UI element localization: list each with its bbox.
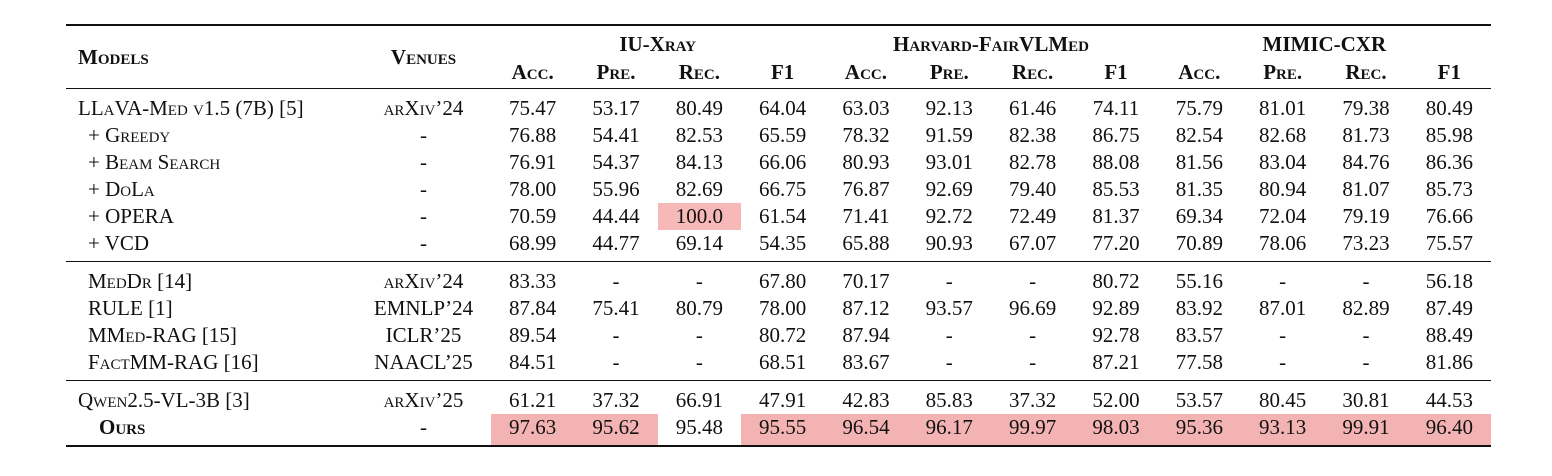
value-cell: 82.54 [1175, 123, 1223, 147]
value-cell: - [695, 323, 703, 347]
value-cell: 61.21 [491, 381, 574, 415]
table-row [66, 295, 1491, 322]
value-cell: 75.79 [1175, 96, 1223, 120]
value-cell: - [574, 262, 657, 296]
table-row [66, 89, 1491, 123]
value-cell: 78.06 [1259, 231, 1307, 255]
value-cell: 76.91 [509, 150, 557, 174]
venue-cell: - [420, 204, 427, 228]
model-name-cell: + DoLa [88, 177, 155, 201]
value-cell: 80.79 [675, 296, 723, 320]
value-cell: 71.41 [842, 204, 890, 228]
value-cell: 92.72 [925, 204, 973, 228]
value-cell: 84.13 [675, 150, 723, 174]
value-cell: - [1029, 350, 1037, 374]
header-group-iu-xray: IU-Xray [491, 25, 824, 56]
venue-cell: ICLR’25 [385, 323, 462, 347]
value-cell: 88.08 [1092, 150, 1140, 174]
table-body [66, 89, 1491, 447]
value-cell: 81.73 [1342, 123, 1390, 147]
value-cell: 72.49 [1009, 204, 1057, 228]
table-row [66, 262, 1491, 296]
header-metric: F1 [1408, 56, 1491, 89]
value-cell: - [1279, 323, 1287, 347]
value-cell: 95.48 [658, 414, 741, 446]
header-models: Models [66, 25, 356, 89]
value-cell: 81.01 [1259, 96, 1307, 120]
value-cell: 81.35 [1175, 177, 1223, 201]
value-cell: 80.93 [842, 150, 890, 174]
table-row [66, 230, 1491, 262]
value-cell: 83.67 [842, 350, 890, 374]
value-cell: 93.01 [925, 150, 973, 174]
value-cell: 55.96 [592, 177, 640, 201]
model-name-cell: Qwen2.5-VL-3B [3] [66, 381, 356, 415]
value-cell: - [658, 262, 741, 296]
value-cell: 93.13 [1241, 414, 1324, 446]
value-cell: 99.97 [991, 414, 1074, 446]
venue-cell: arXiv’25 [356, 381, 491, 415]
value-cell: - [1324, 262, 1407, 296]
header-metric: Pre. [1241, 56, 1324, 89]
value-cell: 98.03 [1074, 414, 1157, 446]
value-cell: 77.58 [1175, 350, 1223, 374]
value-cell: 83.33 [491, 262, 574, 296]
value-cell: 84.51 [509, 350, 557, 374]
value-cell: 86.36 [1425, 150, 1473, 174]
value-cell: 87.21 [1092, 350, 1140, 374]
results-table [66, 24, 1491, 447]
value-cell: 97.63 [491, 414, 574, 446]
value-cell: 69.34 [1175, 204, 1223, 228]
value-cell: 61.54 [759, 204, 807, 228]
value-cell: 79.38 [1342, 96, 1390, 120]
value-cell: 56.18 [1408, 262, 1491, 296]
value-cell: 78.32 [842, 123, 890, 147]
value-cell: 95.62 [574, 414, 657, 446]
value-cell: 67.07 [1009, 231, 1057, 255]
value-cell: 70.17 [824, 262, 907, 296]
value-cell: 79.40 [1009, 177, 1057, 201]
header-metric: F1 [741, 56, 824, 89]
value-cell: 52.00 [1074, 381, 1157, 415]
value-cell: 91.59 [925, 123, 973, 147]
value-cell: 96.17 [908, 414, 991, 446]
value-cell: 66.75 [759, 177, 807, 201]
value-cell: 81.86 [1425, 350, 1473, 374]
table-row [66, 349, 1491, 381]
header-group-mimic-cxr: MIMIC-CXR [1158, 25, 1491, 56]
value-cell: 82.78 [1009, 150, 1057, 174]
model-name-cell: Ours [66, 414, 356, 446]
venue-cell: - [356, 414, 491, 446]
value-cell: 61.46 [1009, 96, 1057, 120]
header-metric: Acc. [491, 56, 574, 89]
model-name-cell: LLaVA-Med v1.5 (7B) [5] [78, 96, 304, 120]
value-cell: 78.00 [759, 296, 807, 320]
value-cell: - [908, 262, 991, 296]
value-cell: 83.04 [1259, 150, 1307, 174]
value-cell: 95.55 [741, 414, 824, 446]
value-cell: - [945, 323, 953, 347]
value-cell: 81.37 [1092, 204, 1140, 228]
value-cell: 85.83 [908, 381, 991, 415]
table-row [66, 414, 1491, 446]
model-name-cell: + VCD [88, 231, 150, 255]
value-cell: 100.0 [658, 203, 741, 230]
header-metric: Pre. [574, 56, 657, 89]
value-cell: 87.94 [842, 323, 890, 347]
value-cell: 73.23 [1342, 231, 1390, 255]
value-cell: 92.78 [1092, 323, 1140, 347]
value-cell: 30.81 [1324, 381, 1407, 415]
model-name-cell: + Beam Search [88, 150, 221, 174]
value-cell: 93.57 [925, 296, 973, 320]
venue-cell: - [420, 231, 427, 255]
header-metric: Rec. [658, 56, 741, 89]
value-cell: 76.88 [509, 123, 557, 147]
header-group-harvard-fairvlmed: Harvard-FairVLMed [824, 25, 1157, 56]
table-row [66, 149, 1491, 176]
venue-cell: arXiv’24 [383, 96, 464, 120]
value-cell: 86.75 [1092, 123, 1140, 147]
value-cell: 80.45 [1241, 381, 1324, 415]
value-cell: - [991, 262, 1074, 296]
value-cell: - [1241, 262, 1324, 296]
value-cell: 80.94 [1259, 177, 1307, 201]
value-cell: 54.41 [592, 123, 640, 147]
value-cell: 37.32 [991, 381, 1074, 415]
header-venues: Venues [356, 25, 491, 89]
value-cell: 87.12 [842, 296, 890, 320]
value-cell: 92.13 [925, 96, 973, 120]
model-name-cell: + Greedy [88, 123, 171, 147]
value-cell: - [612, 350, 620, 374]
value-cell: 47.91 [741, 381, 824, 415]
value-cell: - [945, 350, 953, 374]
value-cell: 67.80 [741, 262, 824, 296]
table-row [66, 176, 1491, 203]
value-cell: - [1362, 323, 1370, 347]
model-name-cell: + OPERA [88, 204, 174, 228]
value-cell: 87.01 [1259, 296, 1307, 320]
value-cell: 81.07 [1342, 177, 1390, 201]
value-cell: 80.49 [1425, 96, 1473, 120]
value-cell: 44.53 [1408, 381, 1491, 415]
value-cell: 64.04 [759, 96, 807, 120]
value-cell: - [695, 350, 703, 374]
value-cell: 88.49 [1425, 323, 1473, 347]
value-cell: 80.72 [759, 323, 807, 347]
value-cell: 83.92 [1175, 296, 1223, 320]
venue-cell: - [420, 123, 427, 147]
results-table-container [66, 24, 1491, 447]
value-cell: 79.19 [1342, 204, 1390, 228]
venue-cell: arXiv’24 [356, 262, 491, 296]
header-metric: Acc. [824, 56, 907, 89]
value-cell: 87.84 [509, 296, 557, 320]
value-cell: 42.83 [824, 381, 907, 415]
value-cell: 54.37 [592, 150, 640, 174]
value-cell: 99.91 [1324, 414, 1407, 446]
table-row [66, 203, 1491, 230]
model-name-cell: MMed-RAG [15] [88, 323, 237, 347]
value-cell: 96.69 [1009, 296, 1057, 320]
value-cell: 89.54 [509, 323, 557, 347]
value-cell: 82.68 [1259, 123, 1307, 147]
venue-cell: EMNLP’24 [373, 296, 474, 320]
header-metric: F1 [1074, 56, 1157, 89]
value-cell: 82.69 [675, 177, 723, 201]
value-cell: 96.40 [1408, 414, 1491, 446]
value-cell: 80.49 [675, 96, 723, 120]
header-metric: Rec. [1324, 56, 1407, 89]
value-cell: 96.54 [824, 414, 907, 446]
venue-cell: - [420, 177, 427, 201]
value-cell: 82.53 [675, 123, 723, 147]
value-cell: 82.38 [1009, 123, 1057, 147]
value-cell: 92.89 [1092, 296, 1140, 320]
header-metric: Rec. [991, 56, 1074, 89]
model-name-cell: FactMM-RAG [16] [88, 350, 259, 374]
value-cell: 66.91 [658, 381, 741, 415]
value-cell: 63.03 [842, 96, 890, 120]
value-cell: 90.93 [925, 231, 973, 255]
value-cell: 85.73 [1425, 177, 1473, 201]
table-row [66, 322, 1491, 349]
value-cell: 85.53 [1092, 177, 1140, 201]
venue-cell: NAACL’25 [374, 350, 473, 374]
value-cell: - [1279, 350, 1287, 374]
value-cell: 68.99 [509, 231, 557, 255]
model-name-cell: RULE [1] [88, 296, 173, 320]
table-row [66, 381, 1491, 415]
value-cell: 70.59 [509, 204, 557, 228]
value-cell: 84.76 [1342, 150, 1390, 174]
value-cell: 55.16 [1158, 262, 1241, 296]
value-cell: 69.14 [675, 231, 723, 255]
table-row [66, 122, 1491, 149]
value-cell: 74.11 [1092, 96, 1140, 120]
value-cell: 76.66 [1425, 204, 1473, 228]
value-cell: 87.49 [1425, 296, 1473, 320]
value-cell: 75.41 [592, 296, 640, 320]
value-cell: 78.00 [509, 177, 557, 201]
value-cell: 76.87 [842, 177, 890, 201]
value-cell: 53.17 [592, 96, 640, 120]
value-cell: 75.47 [509, 96, 557, 120]
header-metric: Pre. [908, 56, 991, 89]
value-cell: 37.32 [574, 381, 657, 415]
value-cell: 53.57 [1158, 381, 1241, 415]
value-cell: 82.89 [1342, 296, 1390, 320]
value-cell: 44.44 [592, 204, 640, 228]
model-name-cell: MedDr [14] [66, 262, 356, 296]
value-cell: 54.35 [759, 231, 807, 255]
value-cell: 70.89 [1175, 231, 1223, 255]
value-cell: 65.88 [842, 231, 890, 255]
value-cell: - [1362, 350, 1370, 374]
value-cell: 81.56 [1175, 150, 1223, 174]
value-cell: 68.51 [759, 350, 807, 374]
value-cell: - [612, 323, 620, 347]
value-cell: 72.04 [1259, 204, 1307, 228]
value-cell: 85.98 [1425, 123, 1473, 147]
value-cell: 65.59 [759, 123, 807, 147]
value-cell: 80.72 [1074, 262, 1157, 296]
venue-cell: - [420, 150, 427, 174]
value-cell: 44.77 [592, 231, 640, 255]
value-cell: 92.69 [925, 177, 973, 201]
value-cell: 77.20 [1092, 231, 1140, 255]
value-cell: - [1029, 323, 1037, 347]
value-cell: 83.57 [1175, 323, 1223, 347]
value-cell: 75.57 [1425, 231, 1473, 255]
value-cell: 66.06 [759, 150, 807, 174]
value-cell: 95.36 [1158, 414, 1241, 446]
header-metric: Acc. [1158, 56, 1241, 89]
